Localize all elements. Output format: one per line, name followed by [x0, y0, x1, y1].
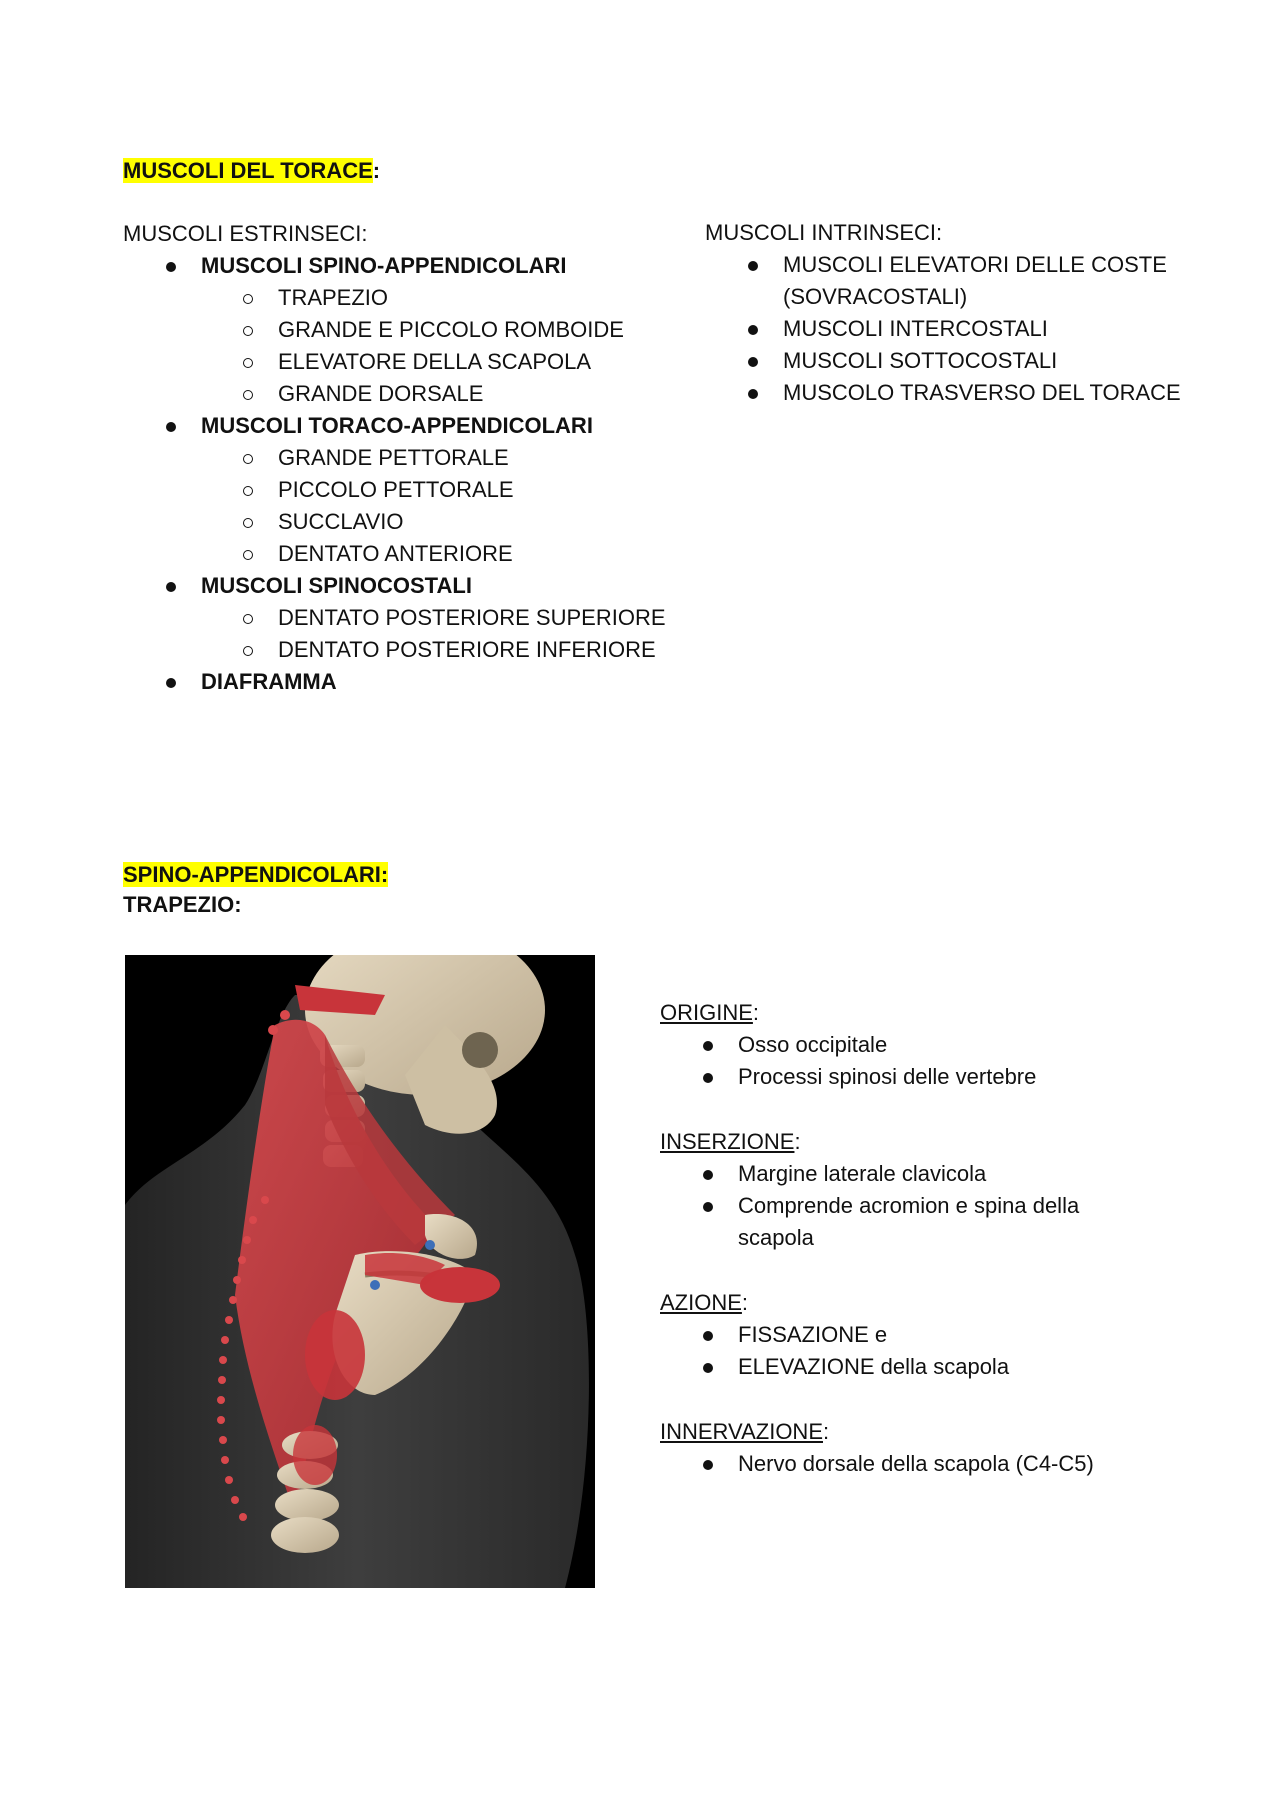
list-item: GRANDE DORSALE — [278, 381, 484, 406]
list-item: GRANDE E PICCOLO ROMBOIDE — [278, 317, 624, 342]
bullet-icon — [703, 1363, 713, 1373]
bullet-icon — [703, 1073, 713, 1083]
section-title-highlight: MUSCOLI DEL TORACE — [123, 158, 373, 183]
group-label-diaframma: DIAFRAMMA — [201, 669, 337, 694]
circle-bullet-icon — [243, 646, 253, 656]
circle-bullet-icon — [243, 486, 253, 496]
list-item: ELEVAZIONE della scapola — [738, 1354, 1010, 1379]
list-item: TRAPEZIO — [278, 285, 389, 310]
circle-bullet-icon — [243, 614, 253, 624]
list-item: Osso occipitale — [738, 1032, 888, 1057]
innervazione-heading: INNERVAZIONE: — [660, 1419, 830, 1444]
list-item-continuation: (SOVRACOSTALI) — [783, 284, 968, 309]
list-item: SUCCLAVIO — [278, 509, 404, 534]
group-label-spinocostali: MUSCOLI SPINOCOSTALI — [201, 573, 472, 598]
list-item: MUSCOLI ELEVATORI DELLE COSTE — [783, 252, 1167, 277]
circle-bullet-icon — [243, 358, 253, 368]
list-item-continuation: scapola — [738, 1225, 814, 1250]
extrinsic-heading: MUSCOLI ESTRINSECI: — [123, 221, 368, 246]
group-label-spino: MUSCOLI SPINO-APPENDICOLARI — [201, 253, 567, 278]
list-item: Processi spinosi delle vertebre — [738, 1064, 1037, 1089]
circle-bullet-icon — [243, 390, 253, 400]
section-title: MUSCOLI DEL TORACE: — [123, 158, 381, 183]
list-item: MUSCOLI INTERCOSTALI — [783, 316, 1048, 341]
list-item: MUSCOLI SOTTOCOSTALI — [783, 348, 1058, 373]
list-item: DENTATO ANTERIORE — [278, 541, 513, 566]
bullet-icon — [703, 1041, 713, 1051]
group-label-toraco: MUSCOLI TORACO-APPENDICOLARI — [201, 413, 593, 438]
list-item: Comprende acromion e spina della — [738, 1193, 1080, 1218]
list-item: DENTATO POSTERIORE INFERIORE — [278, 637, 656, 662]
bullet-icon — [748, 389, 758, 399]
list-item: Nervo dorsale della scapola (C4-C5) — [738, 1451, 1094, 1476]
bullet-icon — [166, 262, 176, 272]
section2-title-highlight: SPINO-APPENDICOLARI: — [123, 862, 389, 887]
list-item: MUSCOLO TRASVERSO DEL TORACE — [783, 380, 1181, 405]
bullet-icon — [703, 1460, 713, 1470]
list-item: FISSAZIONE e — [738, 1322, 888, 1347]
bullet-icon — [703, 1202, 713, 1212]
list-item: GRANDE PETTORALE — [278, 445, 509, 470]
bullet-icon — [166, 422, 176, 432]
circle-bullet-icon — [243, 294, 253, 304]
section2-subtitle: TRAPEZIO: — [123, 892, 242, 917]
circle-bullet-icon — [243, 518, 253, 528]
bullet-icon — [748, 357, 758, 367]
list-item: ELEVATORE DELLA SCAPOLA — [278, 349, 592, 374]
origine-heading: ORIGINE: — [660, 1000, 760, 1025]
circle-bullet-icon — [243, 326, 253, 336]
trapezius-anatomy-image — [125, 955, 595, 1588]
circle-bullet-icon — [243, 550, 253, 560]
circle-bullet-icon — [243, 454, 253, 464]
azione-heading: AZIONE: — [660, 1290, 749, 1315]
list-item: DENTATO POSTERIORE SUPERIORE — [278, 605, 666, 630]
bullet-icon — [166, 678, 176, 688]
list-item: PICCOLO PETTORALE — [278, 477, 514, 502]
bullet-icon — [703, 1170, 713, 1180]
bullet-icon — [166, 582, 176, 592]
anatomy-illustration — [125, 955, 595, 1588]
section2-title — [123, 861, 388, 889]
intrinsic-heading: MUSCOLI INTRINSECI: — [705, 220, 943, 245]
bullet-icon — [748, 325, 758, 335]
bullet-icon — [748, 261, 758, 271]
inserzione-heading: INSERZIONE: — [660, 1129, 801, 1154]
bullet-icon — [703, 1331, 713, 1341]
list-item: Margine laterale clavicola — [738, 1161, 987, 1186]
